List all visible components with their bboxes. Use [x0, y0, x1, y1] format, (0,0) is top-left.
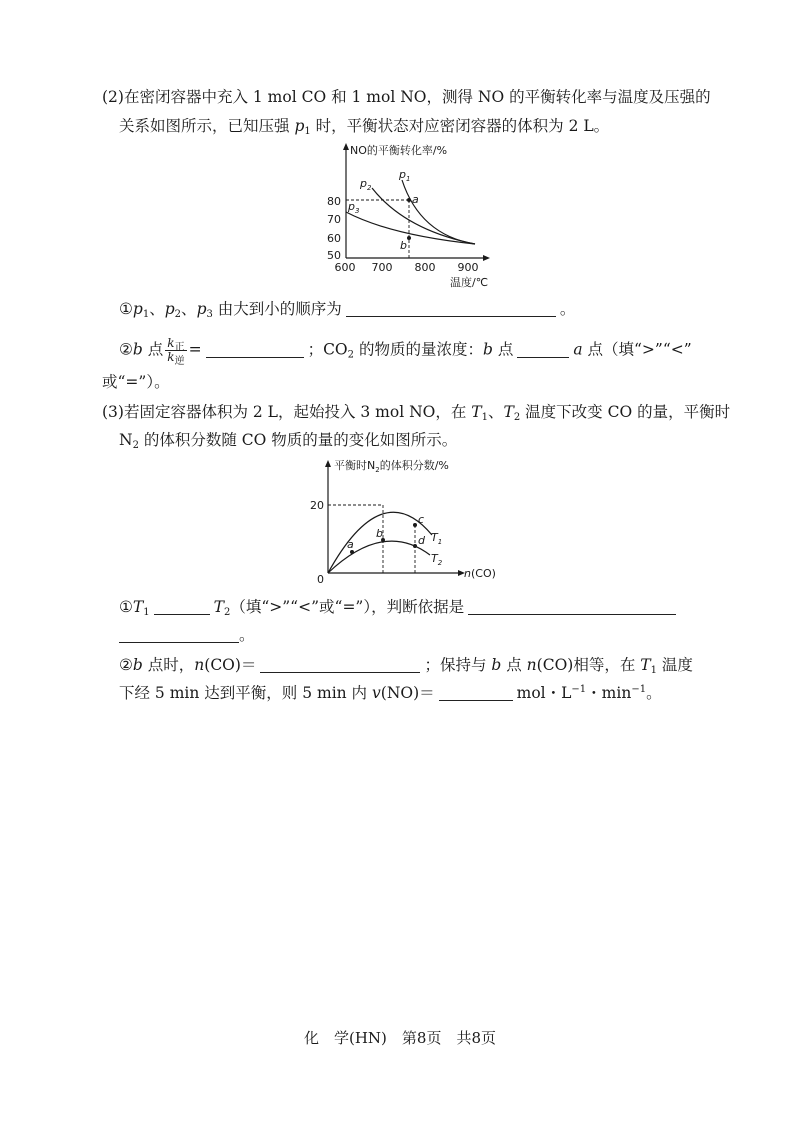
answer-blank-reason-cont[interactable]	[119, 626, 239, 643]
label-d: d	[418, 534, 425, 547]
curve-p2	[372, 188, 475, 244]
part2-q2-line2: 或“=”）。	[102, 373, 170, 391]
part3-q1: $①T_1$ $T_2$（填“>”“<”或“=”），判断依据是	[119, 596, 676, 618]
chart2-ylabel: 平衡时$N_2$的体积分数/%	[334, 459, 449, 474]
label-b: b	[376, 527, 383, 540]
answer-blank-order[interactable]	[346, 300, 556, 317]
label-p1: $p_1$	[399, 168, 411, 183]
chart1-xtick: 800	[414, 261, 436, 274]
conversion-chart	[320, 140, 500, 290]
chart2-xlabel: n(CO)	[464, 567, 496, 580]
point-c	[413, 523, 417, 527]
part3-line1: (3)若固定容器体积为 2 L，起始投入 3 mol NO，在 $T_1$、$T_2$ 温度下改变 CO 的量，平衡时	[102, 403, 731, 423]
chart1-ytick: 50	[327, 249, 341, 262]
chart1-ytick: 60	[327, 232, 341, 245]
part2-q2: ②b 点 $\frac{k_正}{k_逆}$ = ；$CO_2$ 的物质的量浓度：b 点 a 点（填“>”“<”	[119, 336, 692, 367]
label-T1: $T_1$	[431, 531, 443, 546]
chart1-ytick: 70	[327, 213, 341, 226]
label-a: a	[347, 538, 354, 551]
answer-blank-nco[interactable]	[260, 656, 420, 673]
label-c: c	[418, 513, 425, 526]
part2-q1: $①p_1$、$p_2$、$p_3$ 由大到小的顺序为 。	[119, 300, 576, 320]
part2-line2: 关系如图所示，已知压强 $p_1$ 时，平衡状态对应密闭容器的体积为 2 L。	[119, 117, 610, 137]
chart1-xtick: 900	[457, 261, 479, 274]
label-a: a	[412, 193, 419, 206]
point-b	[407, 236, 411, 240]
answer-blank-T-compare[interactable]	[154, 598, 210, 615]
chart1-xtick: 600	[334, 261, 356, 274]
part3-line2: $N_2$ 的体积分数随 CO 物质的量的变化如图所示。	[119, 431, 458, 451]
part3-q1-line2: 。	[119, 624, 255, 646]
part2-line1: (2)在密闭容器中充入 1 mol CO 和 1 mol NO，测得 NO 的平衡转化率与温度及压强的	[102, 88, 711, 106]
chart1-xlabel: 温度/℃	[450, 276, 489, 289]
point-d	[413, 544, 417, 548]
n2-fraction-chart	[312, 455, 512, 590]
label-p2: $p_2$	[360, 177, 372, 192]
answer-blank-k-ratio[interactable]	[206, 341, 304, 358]
k-ratio: $\frac{k_正}{k_逆}$	[167, 336, 185, 367]
answer-blank-rate[interactable]	[439, 684, 513, 701]
chart1-ylabel: NO的平衡转化率/%	[350, 144, 448, 157]
chart2-ytick: 20	[310, 499, 324, 512]
label-p3: $p_3$	[348, 200, 360, 215]
label-T2: $T_2$	[431, 552, 443, 567]
chart2-origin: 0	[317, 573, 324, 586]
part3-q2-line2: 下经 5 min 达到平衡，则 5 min 内 v(NO)＝ mol・$L^{-1}$・$\min^{-1}$。	[119, 684, 662, 702]
point-a	[407, 198, 411, 202]
label-b: b	[400, 239, 407, 252]
answer-blank-compare[interactable]	[517, 341, 569, 358]
chart1-xtick: 700	[371, 261, 393, 274]
page-footer: 化 学(HN) 第8页 共8页	[304, 1029, 496, 1047]
answer-blank-reason[interactable]	[468, 598, 676, 615]
part3-q2: ②b 点时，n(CO)＝ ；保持与 b 点 n(CO)相等，在 $T_1$ 温度	[119, 656, 693, 676]
chart1-ytick: 80	[327, 195, 341, 208]
